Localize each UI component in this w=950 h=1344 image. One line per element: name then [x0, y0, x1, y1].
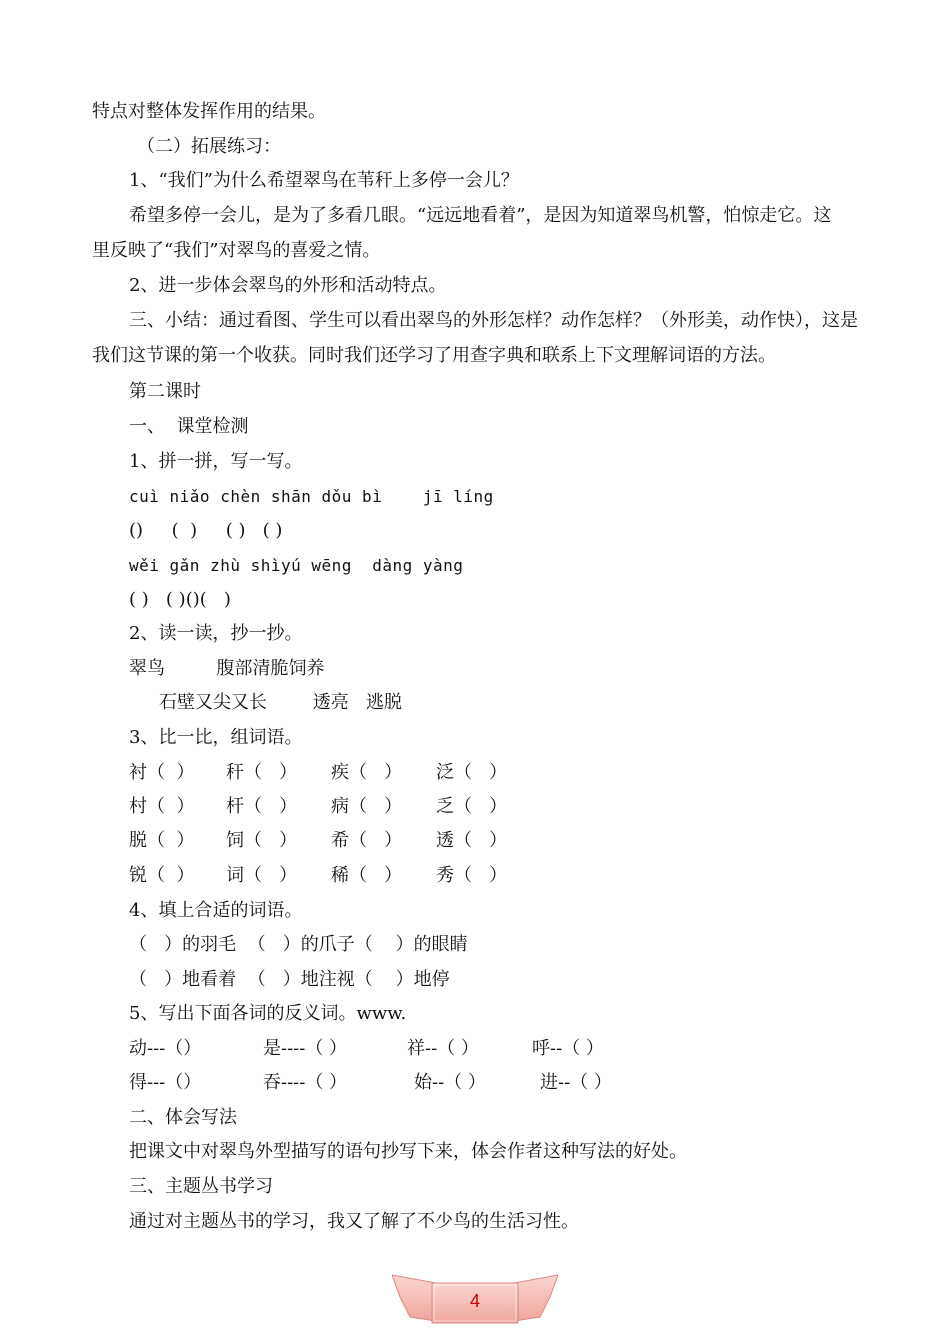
- paragraph-line: 把课文中对翠鸟外型描写的语句抄写下来，体会作者这种写法的好处。: [129, 1141, 687, 1162]
- antonym-item: 始--（ ）: [414, 1072, 486, 1093]
- grid-cell: 脱（ ）: [129, 830, 195, 851]
- section-heading: （二）拓展练习：: [137, 136, 281, 157]
- exercise-title: 2、读一读，抄一抄。: [129, 623, 303, 644]
- grid-cell: 杆（ ）: [226, 796, 298, 817]
- page-number: 4: [469, 1291, 480, 1311]
- lesson-heading: 第二课时: [129, 381, 201, 402]
- exercise-title: 3、比一比，组词语。: [129, 727, 303, 748]
- antonym-item: 动---（）: [129, 1038, 202, 1059]
- antonym-item: 是----（ ）: [263, 1038, 348, 1059]
- grid-cell: 饲（ ）: [226, 830, 298, 851]
- paragraph-line: 三、小结：通过看图、学生可以看出翠鸟的外形怎样？动作怎样？（外形美，动作快），这是: [129, 310, 858, 331]
- grid-cell: 村（ ）: [129, 796, 195, 817]
- grid-cell: 透（ ）: [436, 830, 508, 851]
- fill-blank-line: （ ）的羽毛 （ ）的爪子（ ）的眼睛: [129, 934, 468, 955]
- paragraph-line: 特点对整体发挥作用的结果。: [92, 101, 326, 122]
- word-list: 翠鸟 腹部清脆饲养: [129, 658, 325, 679]
- section-heading: 一、 课堂检测: [129, 416, 249, 437]
- pinyin-line: wěi gǎn zhù shìyú wēng dàng yàng: [129, 556, 464, 575]
- grid-cell: 秀（ ）: [436, 865, 508, 886]
- antonym-item: 进--（ ）: [540, 1072, 612, 1093]
- word-list: 石壁又尖又长 透亮 逃脱: [159, 692, 402, 713]
- blank-line: ( ) ( )()( ): [129, 589, 231, 610]
- fill-blank-line: （ ）地看着 （ ）地注视（ ）地停: [129, 969, 450, 990]
- section-heading: 三、主题丛书学习: [129, 1176, 273, 1197]
- grid-cell: 稀（ ）: [331, 865, 403, 886]
- grid-cell: 秆（ ）: [226, 762, 298, 783]
- question: 1、“我们”为什么希望翠鸟在苇秆上多停一会儿？: [129, 170, 519, 191]
- antonym-item: 得---（）: [129, 1072, 202, 1093]
- grid-cell: 锐（ ）: [129, 865, 195, 886]
- antonym-item: 祥--（ ）: [407, 1038, 479, 1059]
- paragraph-line: 我们这节课的第一个收获。同时我们还学习了用查字典和联系上下文理解词语的方法。: [92, 345, 776, 366]
- section-heading: 二、体会写法: [129, 1107, 237, 1128]
- paragraph-line: 希望多停一会儿，是为了多看几眼。“远远地看着”，是因为知道翠鸟机警，怕惊走它。这: [129, 205, 832, 226]
- grid-cell: 希（ ）: [331, 830, 403, 851]
- antonym-item: 呼--（ ）: [532, 1038, 604, 1059]
- exercise-title: 5、写出下面各词的反义词。www.: [129, 1003, 407, 1024]
- grid-cell: 泛（ ）: [436, 762, 508, 783]
- grid-cell: 乏（ ）: [436, 796, 508, 817]
- paragraph-line: 里反映了“我们”对翠鸟的喜爱之情。: [92, 240, 381, 261]
- question: 2、进一步体会翠鸟的外形和活动特点。: [129, 275, 447, 296]
- grid-cell: 疾（ ）: [331, 762, 403, 783]
- grid-cell: 病（ ）: [331, 796, 403, 817]
- exercise-title: 1、拼一拼，写一写。: [129, 451, 303, 472]
- blank-line: () ( ) ( ) ( ): [129, 520, 283, 541]
- paragraph-line: 通过对主题丛书的学习，我又了解了不少鸟的生活习性。: [129, 1211, 579, 1232]
- grid-cell: 词（ ）: [226, 865, 298, 886]
- grid-cell: 衬（ ）: [129, 762, 195, 783]
- antonym-item: 吞----（ ）: [263, 1072, 348, 1093]
- exercise-title: 4、填上合适的词语。: [129, 900, 303, 921]
- pinyin-line: cuì niǎo chèn shān dǒu bì jī líng: [129, 487, 494, 506]
